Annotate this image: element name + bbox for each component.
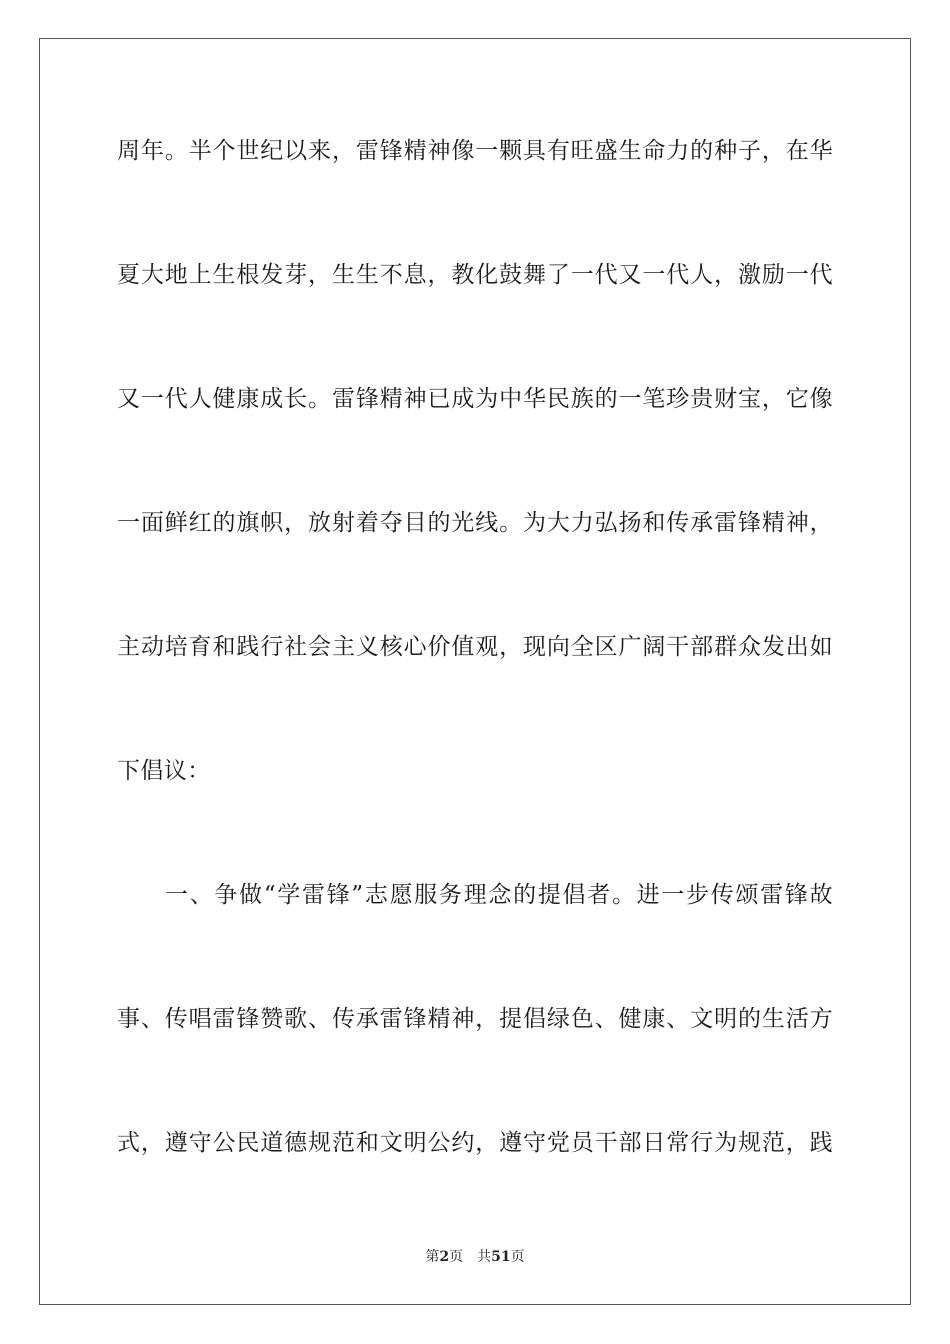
body-text-line-9: 式，遵守公民道德规范和文明公约，遵守党员干部日常行为规范，践: [117, 1130, 833, 1156]
body-text-line-5: 主动培育和践行社会主义核心价值观，现向全区广阔干部群众发出如: [117, 634, 833, 660]
body-text-line-4: 一面鲜红的旗帜，放射着夺目的光线。为大力弘扬和传承雷锋精神，: [117, 510, 833, 536]
body-text-line-7: 一、争做“学雷锋”志愿服务理念的提倡者。进一步传颂雷锋故: [165, 882, 833, 908]
body-text-line-6: 下倡议：: [117, 758, 211, 784]
total-label-prefix: 共: [477, 1249, 492, 1265]
page-border: [39, 38, 911, 1305]
page-number: 2: [439, 1249, 450, 1265]
body-text-line-2: 夏大地上生根发芽，生生不息，教化鼓舞了一代又一代人，激励一代: [117, 262, 833, 288]
body-text-line-1: 周年。半个世纪以来，雷锋精神像一颗具有旺盛生命力的种子，在华: [117, 138, 833, 164]
total-label-suffix: 页: [510, 1249, 525, 1265]
body-text-line-3: 又一代人健康成长。雷锋精神已成为中华民族的一笔珍贵财宝，它像: [117, 386, 833, 412]
page-footer: [0, 1248, 950, 1266]
page-label-prefix: 第: [425, 1249, 440, 1265]
total-pages: 51: [491, 1249, 511, 1265]
page-label-suffix: 页: [449, 1249, 464, 1265]
body-text-line-8: 事、传唱雷锋赞歌、传承雷锋精神，提倡绿色、健康、文明的生活方: [117, 1006, 833, 1032]
